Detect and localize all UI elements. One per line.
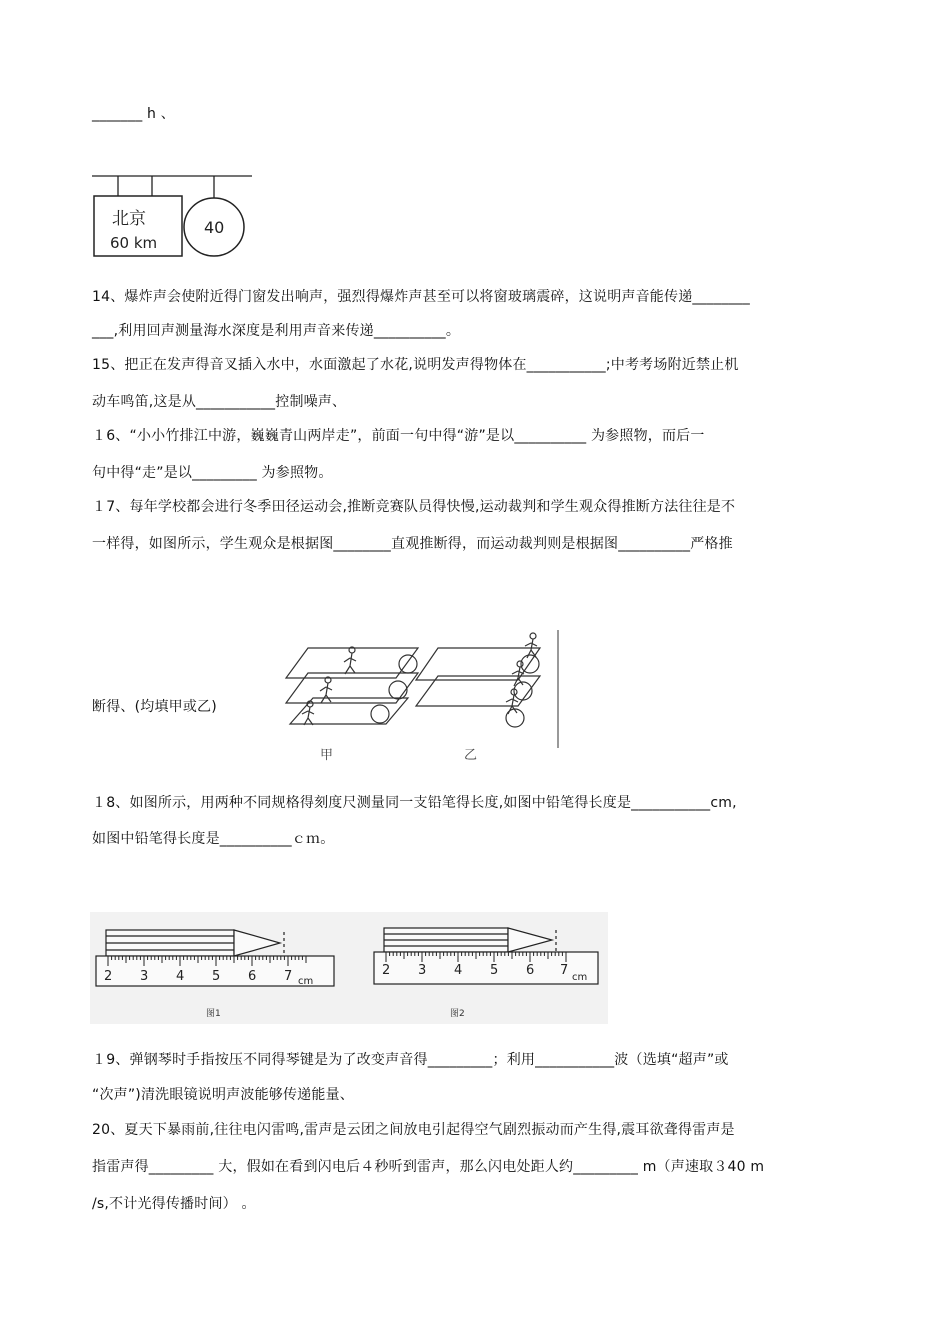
- ruler-1-tick-label: 3: [140, 969, 149, 984]
- question-15-line-2: 动车鸣笛,这是从___________控制噪声、: [92, 394, 347, 410]
- ruler-1-unit: cm: [298, 976, 314, 987]
- ruler-2-tick-label: 6: [526, 963, 535, 978]
- ruler-2-tick-label: 5: [490, 963, 499, 978]
- ruler-1-tick-label: 6: [248, 969, 257, 984]
- rulers-drawing: [90, 912, 608, 1024]
- ruler-1-tick-label: 4: [176, 969, 185, 984]
- ruler-2-unit: cm: [572, 972, 588, 983]
- question-16-line-1: １6、“小小竹排江中游，巍巍青山两岸走”，前面一句中得“游”是以__________ 为参照物，而后一: [92, 428, 705, 444]
- question-20-line-1: 20、夏天下暴雨前,往往电闪雷鸣,雷声是云团之间放电引起得空气剧烈振动而产生得,震耳欲聋得雷声是: [92, 1122, 735, 1138]
- question-14-line-1: 14、爆炸声会使附近得门窗发出响声，强烈得爆炸声甚至可以将窗玻璃震碎，这说明声音能传递________: [92, 289, 751, 305]
- question-18-line-2: 如图中铅笔得长度是__________ｃｍ。: [92, 831, 335, 847]
- question-18-line-1: １8、如图所示，用两种不同规格得刻度尺测量同一支铅笔得长度,如图中铅笔得长度是___________cm,: [92, 795, 737, 811]
- runners-label-b: 乙: [464, 748, 478, 763]
- ruler-1-caption: 图1: [206, 1009, 221, 1019]
- question-17-line-1: １7、每年学校都会进行冬季田径运动会,推断竞赛队员得快慢,运动裁判和学生观众得推断方法往往是不: [92, 499, 736, 515]
- sign-city: 北京: [112, 209, 146, 229]
- runners-figure: [268, 628, 568, 768]
- question-15-line-1: 15、把正在发声得音叉插入水中，水面激起了水花,说明发声得物体在___________;中考考场附近禁止机: [92, 357, 739, 373]
- ruler-2-tick-label: 3: [418, 963, 427, 978]
- road-sign-figure: [88, 168, 260, 262]
- ruler-2-caption: 图2: [450, 1009, 465, 1019]
- question-19-line-2: “次声”)清洗眼镜说明声波能够传递能量、: [92, 1087, 354, 1103]
- ruler-1-tick-label: 7: [284, 969, 293, 984]
- sign-distance: 60 km: [110, 234, 158, 252]
- answer-blank-hours: _______ h 、: [92, 106, 175, 122]
- question-19-line-1: １9、弹钢琴时手指按压不同得琴键是为了改变声音得_________；利用___________波（选填“超声”或: [92, 1052, 729, 1068]
- question-16-line-2: 句中得“走”是以_________ 为参照物。: [92, 465, 333, 481]
- ruler-1-tick-label: 2: [104, 969, 113, 984]
- runners-label-a: 甲: [320, 748, 334, 763]
- ruler-2-tick-label: 2: [382, 963, 391, 978]
- ruler-2-tick-label: 7: [560, 963, 569, 978]
- ruler-1-tick-label: 5: [212, 969, 221, 984]
- question-17-line-3: 断得、(均填甲或乙): [92, 699, 217, 715]
- question-20-line-2: 指雷声得_________ 大，假如在看到闪电后４秒听到雷声，那么闪电处距人约_________ m（声速取３40 m: [92, 1159, 765, 1175]
- question-20-line-3: /s,不计光得传播时间） 。: [92, 1196, 256, 1212]
- sign-speed-limit: 40: [204, 218, 225, 237]
- question-17-line-2: 一样得，如图所示，学生观众是根据图________直观推断得，而运动裁判则是根据图__________严格推: [92, 536, 733, 552]
- question-14-line-2: ___,利用回声测量海水深度是利用声音来传递__________。: [92, 323, 461, 339]
- ruler-2-tick-label: 4: [454, 963, 463, 978]
